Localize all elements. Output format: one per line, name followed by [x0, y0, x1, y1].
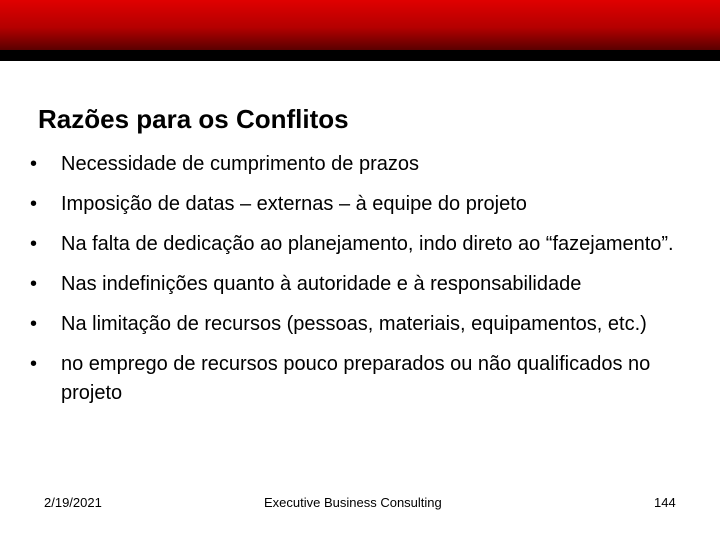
slide-title: Razões para os Conflitos	[38, 104, 349, 134]
bullet-text: Necessidade de cumprimento de prazos	[61, 153, 419, 175]
header-banner	[0, 0, 720, 50]
bullet-list	[30, 150, 690, 419]
bullet-icon: •	[30, 353, 38, 375]
header-divider-bar	[0, 50, 720, 61]
footer-page-number: 144	[654, 495, 676, 510]
bullet-item	[30, 310, 690, 339]
bullet-text: no emprego de recursos pouco preparados ou não qualificados no projeto	[61, 353, 651, 404]
bullet-icon: •	[30, 273, 38, 295]
bullet-text: Na falta de dedicação ao planejamento, indo direto ao “fazejamento”.	[61, 233, 674, 255]
bullet-icon: •	[30, 193, 38, 215]
bullet-item	[30, 190, 690, 219]
bullet-icon: •	[30, 313, 38, 335]
bullet-text: Na limitação de recursos (pessoas, materiais, equipamentos, etc.)	[61, 313, 647, 335]
footer-company: Executive Business Consulting	[264, 495, 442, 510]
bullet-text: Imposição de datas – externas – à equipe do projeto	[61, 193, 527, 215]
bullet-item	[30, 150, 690, 179]
bullet-icon: •	[30, 233, 38, 255]
bullet-item	[30, 230, 690, 259]
bullet-item	[30, 270, 690, 299]
bullet-icon: •	[30, 153, 38, 175]
bullet-text: Nas indefinições quanto à autoridade e à responsabilidade	[61, 273, 582, 295]
bullet-item	[30, 350, 690, 408]
footer-date: 2/19/2021	[44, 495, 102, 510]
